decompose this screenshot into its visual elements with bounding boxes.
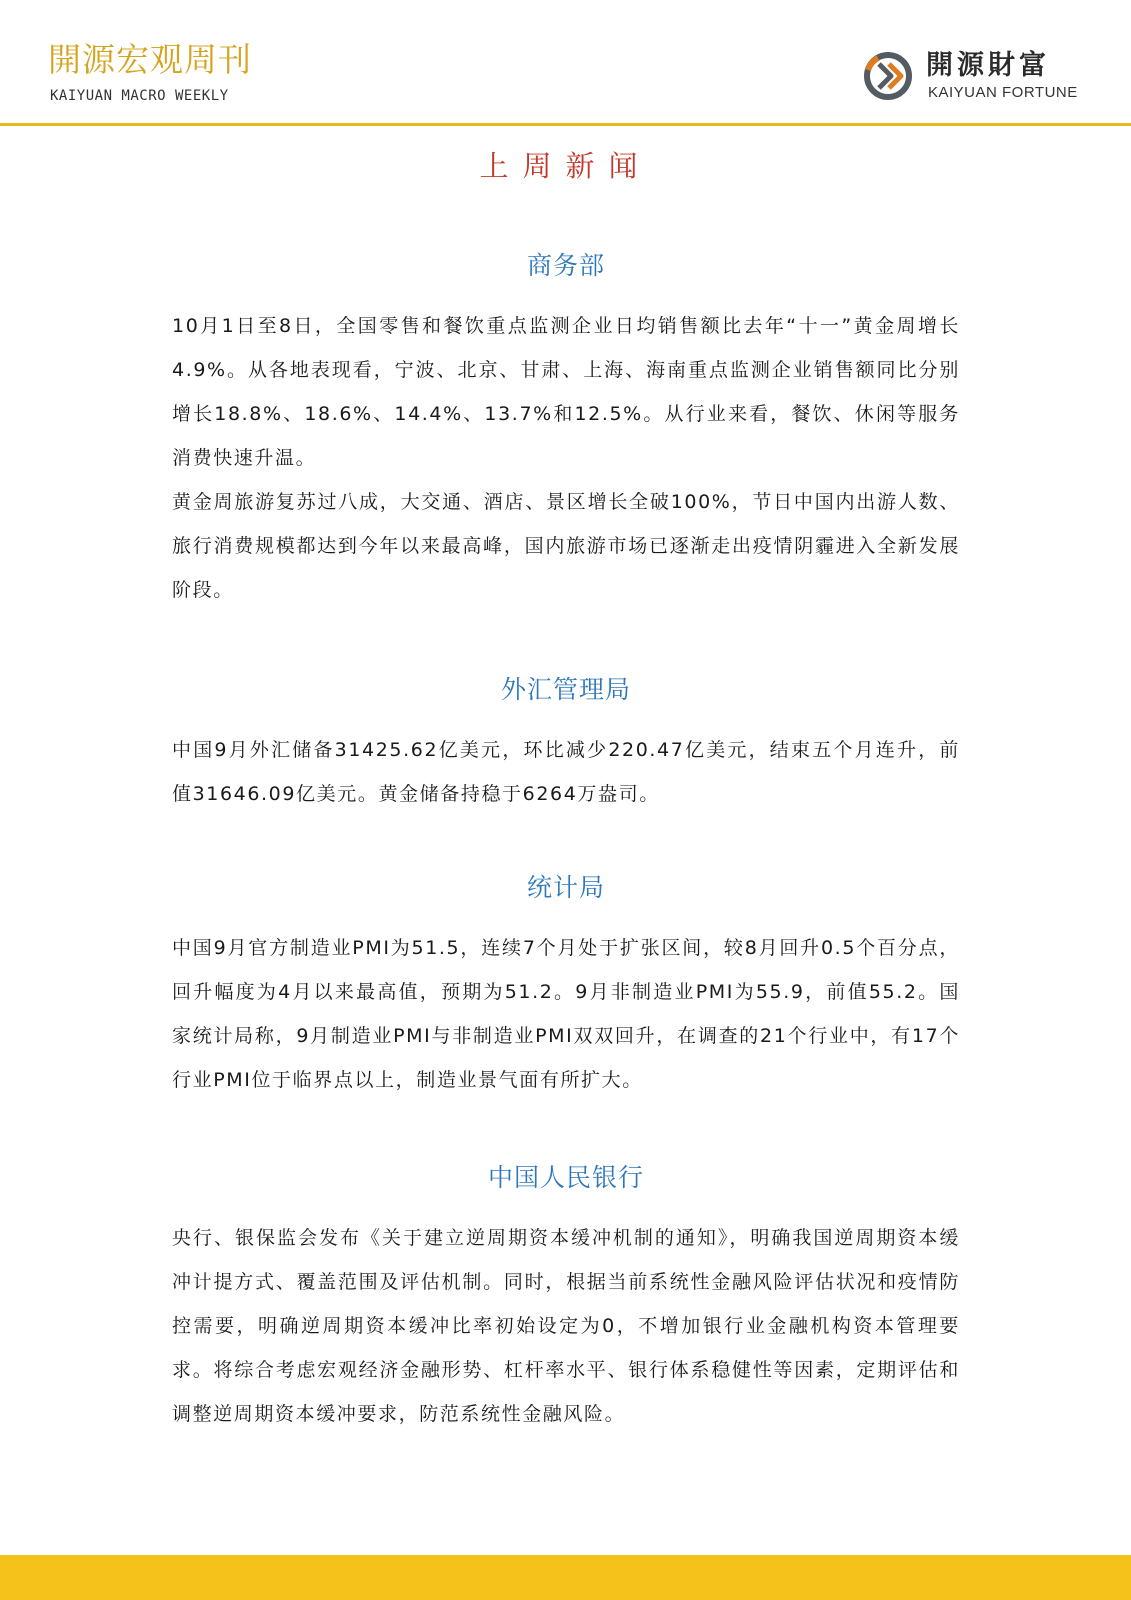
news-section-safe [172,670,960,816]
section-title: 外汇管理局 [500,675,631,704]
news-section-nbs [172,868,960,1102]
section-title: 统计局 [526,873,605,902]
logo-english-text: KAIYUAN FORTUNE [928,84,1078,101]
section-title: 中国人民银行 [487,1163,644,1192]
news-section-mofcom [172,246,960,612]
section-paragraph: 黄金周旅游复苏过八成，大交通、酒店、景区增长全破100%，节日中国内出游人数、旅行消费规模都达到今年以来最高峰，国内旅游市场已逐渐走出疫情阴霾进入全新发展阶段。 [172,491,960,601]
section-paragraph: 10月1日至8日，全国零售和餐饮重点监测企业日均销售额比去年“十一”黄金周增长4.9%。从各地表现看，宁波、北京、甘肃、上海、海南重点监测企业销售额同比分别增长18.8%、18.6%、14.4%、13.7%和12.5%。从行业来看，餐饮、休闲等服务消费快速升温。 [172,315,960,469]
section-title: 商务部 [526,251,605,280]
logo-chinese-text: 開源財富 [926,50,1050,81]
section-paragraph: 中国9月官方制造业PMI为51.5，连续7个月处于扩张区间，较8月回升0.5个百分点，回升幅度为4月以来最高值，预期为51.2。9月非制造业PMI为55.9，前值55.2。国家统计局称，9月制造业PMI与非制造业PMI双双回升，在调查的21个行业中，有17个行业PMI位于临界点以上，制造业景气面有所扩大。 [172,937,960,1091]
company-logo [862,48,1092,108]
kaiyuan-fortune-logo-icon [862,50,914,102]
section-paragraph: 央行、银保监会发布《关于建立逆周期资本缓冲机制的通知》，明确我国逆周期资本缓冲计提方式、覆盖范围及评估机制。同时，根据当前系统性金融风险评估状况和疫情防控需要，明确逆周期资本缓冲比率初始设定为0，不增加银行业金融机构资本管理要求。将综合考虑宏观经济金融形势、杠杆率水平、银行体系稳健性等因素，定期评估和调整逆周期资本缓冲要求，防范系统性金融风险。 [172,1227,960,1425]
publication-subtitle: KAIYUAN MACRO WEEKLY [50,88,229,104]
news-content [172,246,960,1494]
page-header [0,0,1131,126]
footer-bar [0,1555,1131,1600]
section-paragraph: 中国9月外汇储备31425.62亿美元，环比减少220.47亿美元，结束五个月连升，前值31646.09亿美元。黄金储备持稳于6264万盎司。 [172,739,960,805]
news-section-pboc [172,1158,960,1436]
publication-title: 開源宏观周刊 [48,40,252,79]
page-title: 上周新闻 [479,149,652,183]
header-divider [0,123,1131,126]
